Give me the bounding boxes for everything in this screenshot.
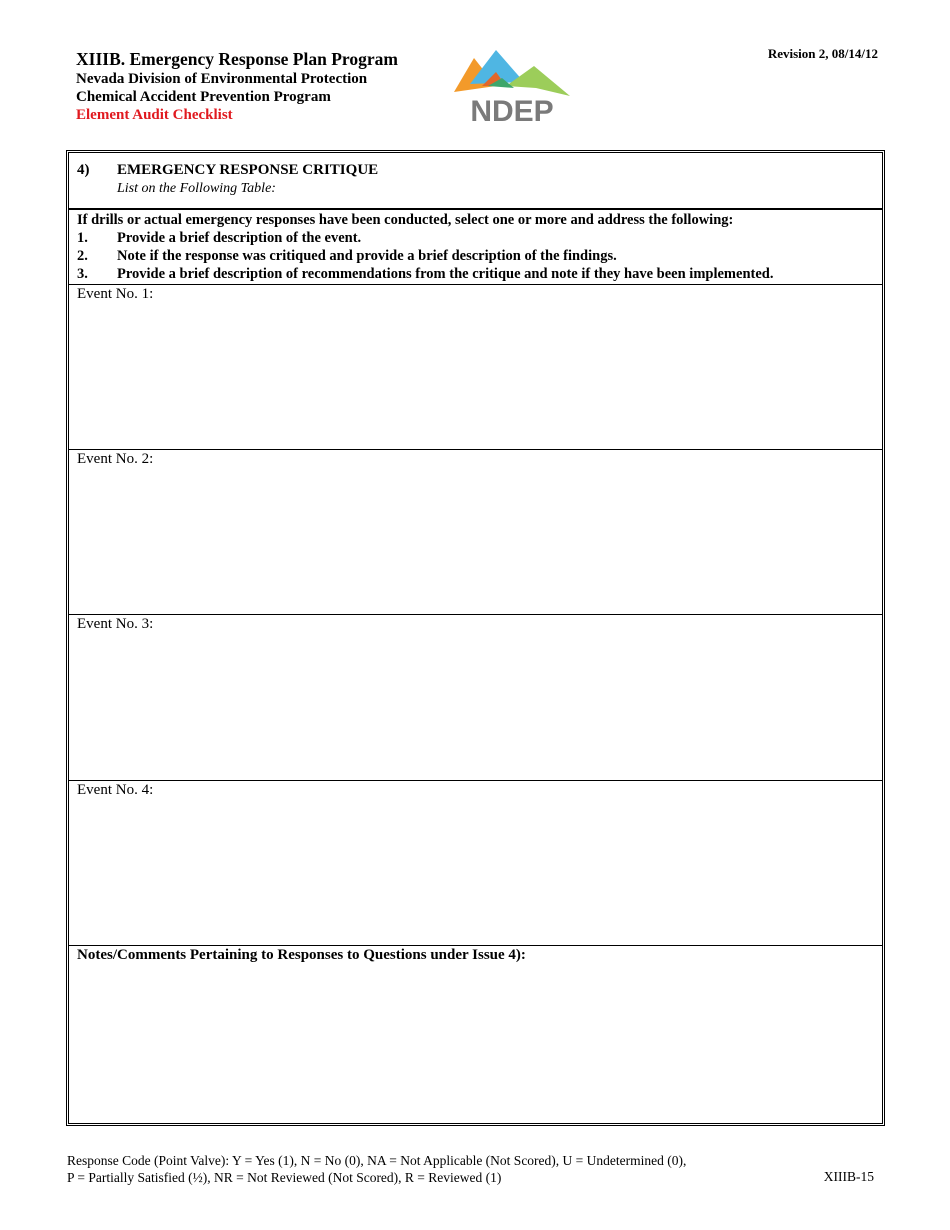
instruction-number: 2. [77, 248, 88, 264]
instruction-number: 3. [77, 266, 88, 282]
instruction-text: Provide a brief description of the event. [117, 230, 362, 246]
event-field-3[interactable] [69, 615, 882, 781]
instruction-item [77, 266, 773, 283]
event-label: Event No. 1: [77, 286, 154, 302]
notes-field[interactable] [69, 946, 882, 1123]
response-code-legend [67, 1152, 686, 1186]
ndep-logo [452, 48, 572, 126]
event-label: Event No. 2: [77, 451, 154, 467]
revision-label: Revision 2, 08/14/12 [767, 46, 878, 61]
section-number: 4) [77, 162, 90, 178]
instructions [69, 210, 882, 285]
instruction-text: Provide a brief description of recommendations from the critique and note if they have been implemented. [117, 266, 774, 282]
document-title: XIIIB. Emergency Response Plan Program [76, 49, 398, 69]
program-name: Chemical Accident Prevention Program [76, 89, 331, 105]
instruction-number: 1. [77, 230, 88, 246]
notes-label: Notes/Comments Pertaining to Responses to Questions under Issue 4): [77, 947, 526, 963]
section-subtitle: List on the Following Table: [117, 181, 276, 196]
event-label: Event No. 4: [77, 782, 154, 798]
legend-line-2: P = Partially Satisfied (½), NR = Not Reviewed (Not Scored), R = Reviewed (1) [67, 1170, 502, 1185]
instruction-item [77, 248, 617, 265]
page-number: XIIIB-15 [823, 1169, 874, 1184]
event-field-4[interactable] [69, 781, 882, 946]
document-header [76, 48, 398, 124]
event-label: Event No. 3: [77, 616, 154, 632]
checklist-table [66, 150, 885, 1126]
organization-name: Nevada Division of Environmental Protection [76, 71, 368, 87]
checklist-name: Element Audit Checklist [76, 107, 233, 123]
event-field-1[interactable] [69, 285, 882, 450]
instructions-intro: If drills or actual emergency responses have been conducted, select one or more and address the following: [77, 212, 734, 228]
section-header [69, 153, 882, 210]
legend-line-1: Response Code (Point Valve): Y = Yes (1), N = No (0), NA = Not Applicable (Not Scored), U = Undetermined (0), [67, 1153, 687, 1168]
instruction-item [77, 230, 361, 247]
event-field-2[interactable] [69, 450, 882, 615]
logo-text: NDEP [470, 95, 554, 126]
instruction-text: Note if the response was critiqued and provide a brief description of the findings. [117, 248, 617, 264]
section-title: EMERGENCY RESPONSE CRITIQUE [117, 162, 379, 178]
